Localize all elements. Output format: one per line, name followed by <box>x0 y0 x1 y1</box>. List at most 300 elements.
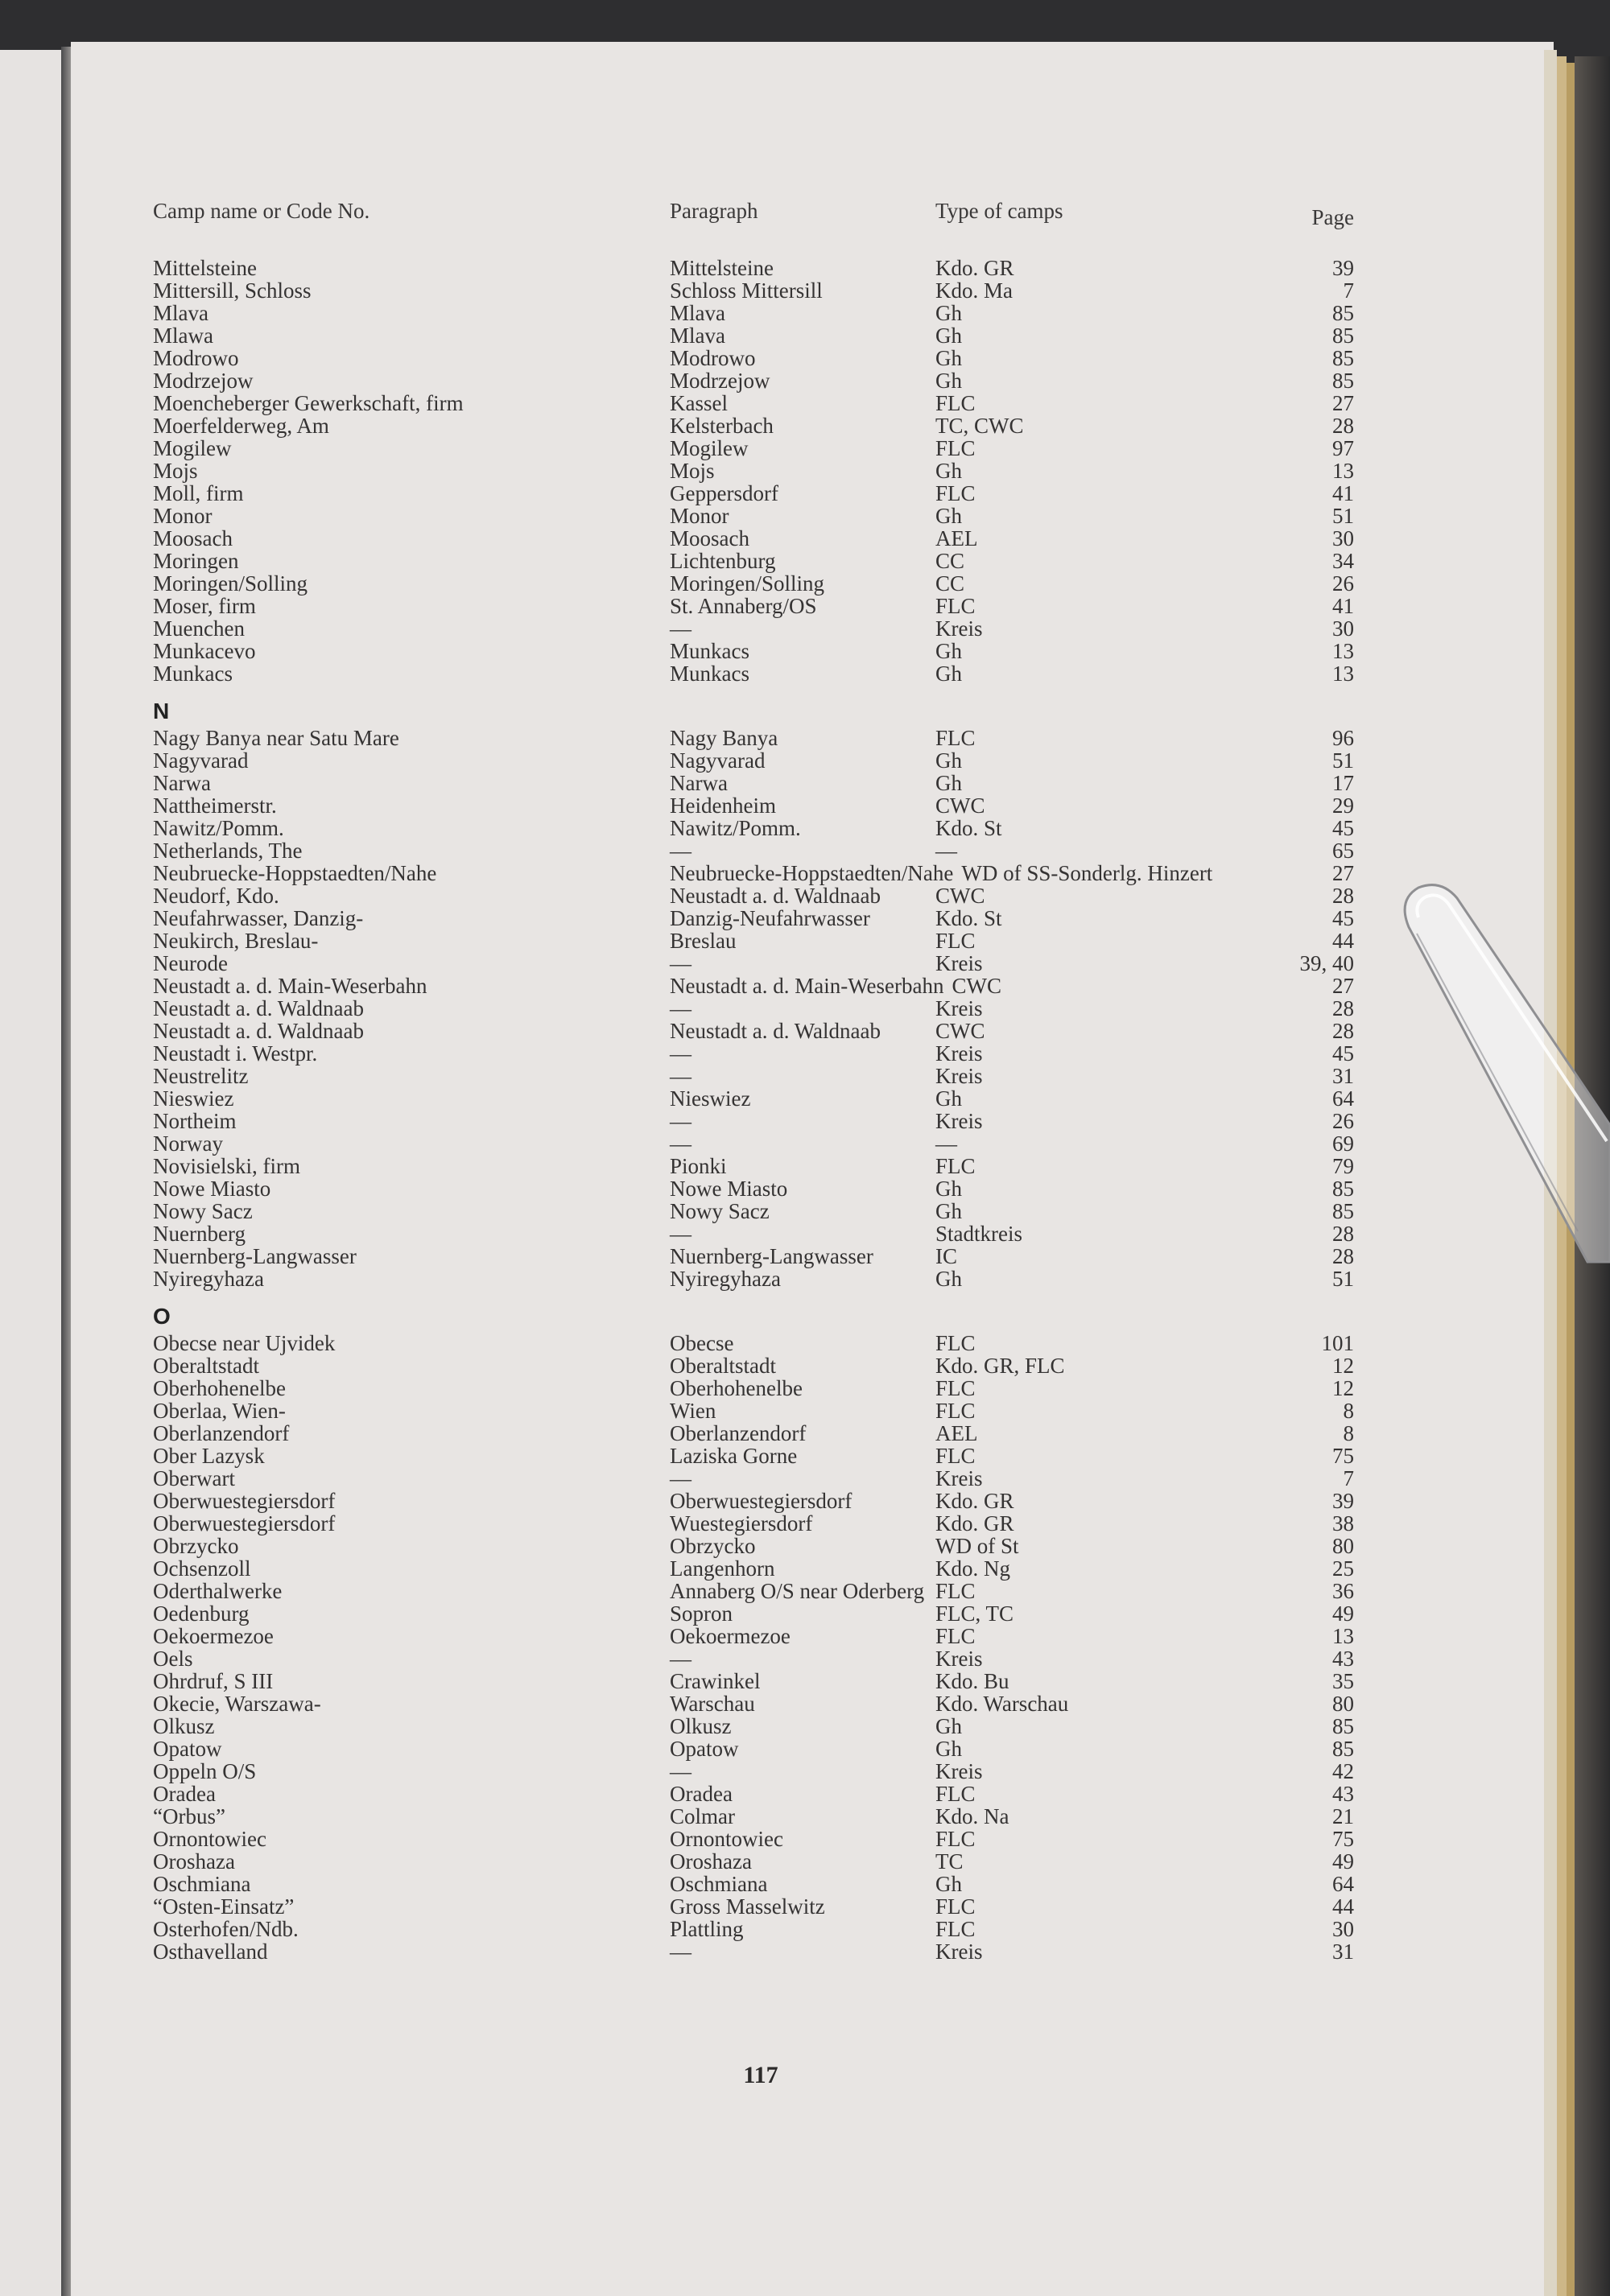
paragraph-cell: Oberwuestegiersdorf <box>670 1489 852 1513</box>
page-ref-cell: 17 <box>1332 771 1354 795</box>
paragraph-cell: Schloss Mittersill <box>670 278 823 303</box>
paragraph-cell: Monor <box>670 504 729 528</box>
camp-name-cell: Osthavelland <box>153 1939 268 1964</box>
paragraph-cell: Langenhorn <box>670 1556 775 1581</box>
column-header-camp: Camp name or Code No. <box>153 199 370 223</box>
table-row <box>153 975 1354 997</box>
camp-type-cell: Gh <box>935 1267 962 1291</box>
camp-name-cell: Olkusz <box>153 1714 215 1738</box>
page-ref-cell: 96 <box>1332 726 1354 750</box>
paragraph-cell: — <box>670 616 691 641</box>
camp-type-cell: Gh <box>935 1086 962 1111</box>
camp-type-cell: Gh <box>935 301 962 325</box>
paragraph-cell: Gross Masselwitz <box>670 1894 825 1919</box>
table-row <box>153 727 1354 749</box>
table-row <box>153 1065 1354 1087</box>
table-row <box>153 414 1354 437</box>
paragraph-cell: — <box>670 1041 691 1066</box>
camp-type-cell: AEL <box>935 1421 978 1445</box>
camp-name-cell: Ober Lazysk <box>153 1444 265 1468</box>
camp-name-cell: “Orbus” <box>153 1804 225 1828</box>
camp-name-cell: Okecie, Warszawa- <box>153 1692 321 1716</box>
paragraph-cell: Nieswiez <box>670 1086 751 1111</box>
page-ref-cell: 27 <box>1332 391 1354 415</box>
table-row <box>153 1332 1354 1354</box>
camp-type-cell: TC, CWC <box>935 414 1024 438</box>
camp-name-cell: Nagyvarad <box>153 748 249 773</box>
camp-name-cell: Modrowo <box>153 346 239 370</box>
paragraph-cell: Munkacs <box>670 662 749 686</box>
table-row <box>153 1873 1354 1895</box>
camp-name-cell: Mittelsteine <box>153 256 257 280</box>
camp-type-cell: Gh <box>935 324 962 348</box>
camp-type-cell: Kdo. Na <box>935 1804 1009 1828</box>
camp-type-cell: FLC <box>935 1376 976 1400</box>
camp-name-cell: Narwa <box>153 771 211 795</box>
camp-type-cell: FLC <box>935 1827 976 1851</box>
page-ref-cell: 51 <box>1332 748 1354 773</box>
camp-name-cell: Ohrdruf, S III <box>153 1669 274 1693</box>
paragraph-cell: Danzig-Neufahrwasser <box>670 906 870 930</box>
table-row <box>153 1245 1354 1268</box>
table-row <box>153 1602 1354 1625</box>
camp-type-cell: Gh <box>935 1737 962 1761</box>
paragraph-cell: — <box>670 1647 691 1671</box>
camp-type-cell: FLC <box>935 1579 976 1603</box>
column-header-type: Type of camps <box>935 199 1063 223</box>
camp-name-cell: Oroshaza <box>153 1849 235 1873</box>
page-ref-cell: 44 <box>1332 929 1354 953</box>
paragraph-cell: Neubruecke-Hoppstaedten/Nahe <box>670 861 954 885</box>
camp-type-cell: Gh <box>935 639 962 663</box>
camp-type-cell: Kreis <box>935 1939 983 1964</box>
camp-type-cell: Kreis <box>935 1064 983 1088</box>
page-ref-cell: 69 <box>1332 1132 1354 1156</box>
paragraph-cell: Oberhohenelbe <box>670 1376 803 1400</box>
page-ref-cell: 38 <box>1332 1511 1354 1535</box>
camp-name-cell: Oekoermezoe <box>153 1624 274 1648</box>
page-ref-cell: 51 <box>1332 1267 1354 1291</box>
paragraph-cell: Heidenheim <box>670 794 776 818</box>
camp-name-cell: Nowe Miasto <box>153 1177 271 1201</box>
page-ref-cell: 80 <box>1332 1534 1354 1558</box>
camp-name-cell: Neudorf, Kdo. <box>153 884 279 908</box>
camp-type-cell: Gh <box>935 748 962 773</box>
table-row <box>153 1783 1354 1805</box>
page-edge-layer <box>1557 56 1567 2296</box>
page-ref-cell: 13 <box>1332 662 1354 686</box>
camp-name-cell: Nuernberg-Langwasser <box>153 1244 357 1268</box>
camp-name-cell: Oberhohenelbe <box>153 1376 286 1400</box>
paragraph-cell: Kassel <box>670 391 728 415</box>
table-row <box>153 550 1354 572</box>
table-row <box>153 302 1354 324</box>
camp-name-cell: Nawitz/Pomm. <box>153 816 284 840</box>
camp-name-cell: Oedenburg <box>153 1601 250 1626</box>
table-row <box>153 1940 1354 1963</box>
camp-type-cell: FLC <box>935 929 976 953</box>
table-row <box>153 1087 1354 1110</box>
paragraph-cell: Annaberg O/S near Oderberg <box>670 1579 925 1603</box>
camp-name-cell: Oels <box>153 1647 193 1671</box>
paragraph-cell: Nowe Miasto <box>670 1177 788 1201</box>
paragraph-cell: Plattling <box>670 1917 744 1941</box>
camp-type-cell: FLC <box>935 726 976 750</box>
camp-name-cell: Moll, firm <box>153 481 244 505</box>
page-ref-cell: 64 <box>1332 1086 1354 1111</box>
page-ref-cell: 28 <box>1332 884 1354 908</box>
camp-name-cell: Moencheberger Gewerkschaft, firm <box>153 391 464 415</box>
table-row <box>153 1422 1354 1445</box>
paragraph-cell: Oekoermezoe <box>670 1624 791 1648</box>
camp-type-cell: Gh <box>935 1177 962 1201</box>
paragraph-cell: Geppersdorf <box>670 481 778 505</box>
paragraph-cell: Nuernberg-Langwasser <box>670 1244 873 1268</box>
table-row <box>153 884 1354 907</box>
paragraph-cell: Oschmiana <box>670 1872 768 1896</box>
table-row <box>153 772 1354 794</box>
camp-name-cell: Mlawa <box>153 324 213 348</box>
camp-name-cell: Netherlands, The <box>153 839 303 863</box>
page-edge-shadow <box>1575 56 1610 2296</box>
camp-type-cell: CWC <box>935 1019 985 1043</box>
section-letter-n: N <box>153 699 170 723</box>
page-ref-cell: 7 <box>1343 1466 1354 1490</box>
camp-type-cell: Kdo. St <box>935 816 1002 840</box>
camp-type-cell: FLC, TC <box>935 1601 1014 1626</box>
table-row <box>153 1042 1354 1065</box>
camp-type-cell: Gh <box>935 369 962 393</box>
page-ref-cell: 49 <box>1332 1849 1354 1873</box>
table-row <box>153 952 1354 975</box>
camp-type-cell: CC <box>935 571 965 596</box>
camp-type-cell: FLC <box>935 1399 976 1423</box>
page-ref-cell: 85 <box>1332 301 1354 325</box>
paragraph-cell: Lichtenburg <box>670 549 776 573</box>
camp-name-cell: Oberlaa, Wien- <box>153 1399 286 1423</box>
paragraph-cell: Nawitz/Pomm. <box>670 816 801 840</box>
page-ref-cell: 12 <box>1332 1354 1354 1378</box>
camp-type-cell: Stadtkreis <box>935 1222 1022 1246</box>
paragraph-cell: Mlava <box>670 301 725 325</box>
paragraph-cell: Nyiregyhaza <box>670 1267 781 1291</box>
camp-name-cell: Nuernberg <box>153 1222 246 1246</box>
camp-type-cell: Kreis <box>935 996 983 1020</box>
camp-type-cell: FLC <box>935 481 976 505</box>
page-ref-cell: 31 <box>1332 1064 1354 1088</box>
paragraph-cell: Oberlanzendorf <box>670 1421 807 1445</box>
camp-type-cell: Kreis <box>935 1109 983 1133</box>
paragraph-cell: Breslau <box>670 929 737 953</box>
paragraph-cell: Sopron <box>670 1601 733 1626</box>
page-ref-cell: 42 <box>1332 1759 1354 1783</box>
page-ref-cell: 25 <box>1332 1556 1354 1581</box>
camp-type-cell: IC <box>935 1244 957 1268</box>
camp-type-cell: Kdo. GR <box>935 1511 1014 1535</box>
camp-type-cell: Gh <box>935 1714 962 1738</box>
page-ref-cell: 29 <box>1332 794 1354 818</box>
table-row <box>153 662 1354 685</box>
page-ref-cell: 28 <box>1332 1019 1354 1043</box>
page-ref-cell: 8 <box>1343 1399 1354 1423</box>
paragraph-cell: Laziska Gorne <box>670 1444 798 1468</box>
page-edge-layer <box>1567 63 1575 2296</box>
table-row <box>153 1155 1354 1177</box>
table-row <box>153 257 1354 279</box>
column-header-page: Page <box>1311 205 1354 229</box>
paragraph-cell: St. Annaberg/OS <box>670 594 817 618</box>
page-number: 117 <box>743 2062 778 2088</box>
paragraph-cell: Mlava <box>670 324 725 348</box>
camp-type-cell: FLC <box>935 1782 976 1806</box>
column-header-row <box>153 199 1354 229</box>
paragraph-cell: Nowy Sacz <box>670 1199 770 1223</box>
table-row <box>153 1737 1354 1760</box>
camp-type-cell: Gh <box>935 459 962 483</box>
table-row <box>153 1020 1354 1042</box>
camp-name-cell: Neurode <box>153 951 228 975</box>
paragraph-cell: Olkusz <box>670 1714 732 1738</box>
paragraph-cell: Modrzejow <box>670 369 770 393</box>
camp-name-cell: Oberwart <box>153 1466 235 1490</box>
paragraph-cell: Mogilew <box>670 436 749 460</box>
page-ref-cell: 28 <box>1332 414 1354 438</box>
camp-type-cell: FLC <box>935 391 976 415</box>
camp-name-cell: Mlava <box>153 301 208 325</box>
page-ref-cell: 13 <box>1332 459 1354 483</box>
camp-type-cell: Gh <box>935 662 962 686</box>
camp-type-cell: Gh <box>935 771 962 795</box>
page-ref-cell: 75 <box>1332 1827 1354 1851</box>
paragraph-cell: — <box>670 1939 691 1964</box>
page-ref-cell: 41 <box>1332 481 1354 505</box>
page-ref-cell: 101 <box>1321 1331 1354 1355</box>
page-ref-cell: 45 <box>1332 816 1354 840</box>
page-ref-cell: 8 <box>1343 1421 1354 1445</box>
paragraph-cell: Wuestegiersdorf <box>670 1511 813 1535</box>
paragraph-cell: Narwa <box>670 771 728 795</box>
camp-name-cell: Neustadt a. d. Waldnaab <box>153 1019 364 1043</box>
table-row <box>153 749 1354 772</box>
camp-name-cell: Munkacs <box>153 662 233 686</box>
paragraph-cell: Neustadt a. d. Main-Weserbahn <box>670 974 944 998</box>
camp-name-cell: Nattheimerstr. <box>153 794 277 818</box>
camp-type-cell: Gh <box>935 346 962 370</box>
table-row <box>153 572 1354 595</box>
table-row <box>153 1399 1354 1422</box>
table-row <box>153 862 1354 884</box>
page-ref-cell: 85 <box>1332 1714 1354 1738</box>
page-ref-cell: 39 <box>1332 256 1354 280</box>
paragraph-cell: Pionki <box>670 1154 727 1178</box>
camp-type-cell: FLC <box>935 436 976 460</box>
page-ref-cell: 13 <box>1332 1624 1354 1648</box>
table-row <box>153 1177 1354 1200</box>
paragraph-cell: — <box>670 1064 691 1088</box>
page-ref-cell: 39 <box>1332 1489 1354 1513</box>
table-row <box>153 1805 1354 1828</box>
paragraph-cell: Munkacs <box>670 639 749 663</box>
camp-name-cell: Oschmiana <box>153 1872 251 1896</box>
section-letter-o: O <box>153 1304 171 1329</box>
camp-name-cell: Mittersill, Schloss <box>153 278 312 303</box>
page-ref-cell: 31 <box>1332 1939 1354 1964</box>
paragraph-cell: — <box>670 1759 691 1783</box>
camp-name-cell: Munkacevo <box>153 639 256 663</box>
table-row <box>153 1467 1354 1490</box>
camp-name-cell: Muenchen <box>153 616 245 641</box>
page-ref-cell: 79 <box>1332 1154 1354 1178</box>
camp-name-cell: Mojs <box>153 459 198 483</box>
camp-name-cell: Neufahrwasser, Danzig- <box>153 906 364 930</box>
paragraph-cell: Colmar <box>670 1804 735 1828</box>
camp-type-cell: Kreis <box>935 1041 983 1066</box>
camp-name-cell: Obecse near Ujvidek <box>153 1331 336 1355</box>
camp-type-cell: — <box>935 839 957 863</box>
camp-type-cell: Kreis <box>935 951 983 975</box>
page-ref-cell: 30 <box>1332 616 1354 641</box>
paragraph-cell: — <box>670 996 691 1020</box>
camp-type-cell: FLC <box>935 1154 976 1178</box>
camp-type-cell: Kdo. Ng <box>935 1556 1010 1581</box>
table-row <box>153 1760 1354 1783</box>
camp-name-cell: Norway <box>153 1132 223 1156</box>
table-row <box>153 930 1354 952</box>
page-ref-cell: 34 <box>1332 549 1354 573</box>
paragraph-cell: Wien <box>670 1399 716 1423</box>
camp-name-cell: Monor <box>153 504 213 528</box>
page-ref-cell: 30 <box>1332 1917 1354 1941</box>
camp-name-cell: Neukirch, Breslau- <box>153 929 319 953</box>
table-row <box>153 1222 1354 1245</box>
paragraph-cell: Warschau <box>670 1692 755 1716</box>
camp-type-cell: Gh <box>935 504 962 528</box>
table-row <box>153 1354 1354 1377</box>
camp-type-cell: FLC <box>935 1917 976 1941</box>
page-ref-cell: 75 <box>1332 1444 1354 1468</box>
page-ref-cell: 41 <box>1332 594 1354 618</box>
page-ref-cell: 28 <box>1332 1244 1354 1268</box>
table-row <box>153 1490 1354 1512</box>
table-row <box>153 640 1354 662</box>
paragraph-cell: Oberaltstadt <box>670 1354 776 1378</box>
table-row <box>153 1557 1354 1580</box>
paragraph-cell: Nagyvarad <box>670 748 766 773</box>
camp-name-cell: Neustadt i. Westpr. <box>153 1041 318 1066</box>
camp-type-cell: Kreis <box>935 616 983 641</box>
page-ref-cell: 97 <box>1332 436 1354 460</box>
page-ref-cell: 21 <box>1332 1804 1354 1828</box>
table-row <box>153 794 1354 817</box>
camp-name-cell: Oberwuestegiersdorf <box>153 1511 336 1535</box>
camp-name-cell: Nowy Sacz <box>153 1199 253 1223</box>
camp-name-cell: Moringen <box>153 549 239 573</box>
table-row <box>153 1445 1354 1467</box>
page-ref-cell: 36 <box>1332 1579 1354 1603</box>
camp-type-cell: CWC <box>935 794 985 818</box>
paragraph-cell: Modrowo <box>670 346 756 370</box>
table-row <box>153 1377 1354 1399</box>
camp-name-cell: Neubruecke-Hoppstaedten/Nahe <box>153 861 437 885</box>
paragraph-cell: Oroshaza <box>670 1849 752 1873</box>
camp-name-cell: Osterhofen/Ndb. <box>153 1917 299 1941</box>
camp-name-cell: Nyiregyhaza <box>153 1267 264 1291</box>
page-ref-cell: 85 <box>1332 1199 1354 1223</box>
table-row <box>153 1200 1354 1222</box>
camp-name-cell: Nagy Banya near Satu Mare <box>153 726 399 750</box>
table-row <box>153 1692 1354 1715</box>
camp-type-cell: Kdo. Bu <box>935 1669 1009 1693</box>
table-row <box>153 1535 1354 1557</box>
camp-name-cell: Oppeln O/S <box>153 1759 257 1783</box>
page-ref-cell: 13 <box>1332 639 1354 663</box>
page-ref-cell: 39, 40 <box>1299 951 1354 975</box>
paragraph-cell: Opatow <box>670 1737 739 1761</box>
paragraph-cell: Obrzycko <box>670 1534 756 1558</box>
paragraph-cell: Moosach <box>670 526 749 550</box>
page-ref-cell: 51 <box>1332 504 1354 528</box>
paragraph-cell: Obecse <box>670 1331 734 1355</box>
page-ref-cell: 7 <box>1343 278 1354 303</box>
camp-name-cell: Oberlanzendorf <box>153 1421 290 1445</box>
page-ref-cell: 49 <box>1332 1601 1354 1626</box>
camp-name-cell: Obrzycko <box>153 1534 239 1558</box>
paragraph-cell: Ornontowiec <box>670 1827 783 1851</box>
page-ref-cell: 44 <box>1332 1894 1354 1919</box>
camp-name-cell: Modrzejow <box>153 369 254 393</box>
table-row <box>153 392 1354 414</box>
camp-name-cell: Moser, firm <box>153 594 256 618</box>
paragraph-cell: — <box>670 1466 691 1490</box>
page-ref-cell: 27 <box>1332 861 1354 885</box>
page-ref-cell: 85 <box>1332 369 1354 393</box>
camp-name-cell: Oberaltstadt <box>153 1354 259 1378</box>
camp-type-cell: Kdo. St <box>935 906 1002 930</box>
camp-name-cell: Northeim <box>153 1109 237 1133</box>
camp-type-cell: FLC <box>935 1444 976 1468</box>
camp-name-cell: Moringen/Solling <box>153 571 308 596</box>
page-ref-cell: 85 <box>1332 324 1354 348</box>
page-ref-cell: 45 <box>1332 906 1354 930</box>
table-row <box>153 1647 1354 1670</box>
camp-type-cell: FLC <box>935 594 976 618</box>
camp-type-cell: FLC <box>935 1894 976 1919</box>
page-ref-cell: 27 <box>1332 974 1354 998</box>
table-row <box>153 1918 1354 1940</box>
page-ref-cell: 80 <box>1332 1692 1354 1716</box>
camp-type-cell: Gh <box>935 1199 962 1223</box>
page-ref-cell: 65 <box>1332 839 1354 863</box>
camp-name-cell: Nieswiez <box>153 1086 234 1111</box>
camp-type-cell: AEL <box>935 526 978 550</box>
table-row <box>153 907 1354 930</box>
camp-name-cell: Oderthalwerke <box>153 1579 283 1603</box>
page-ref-cell: 30 <box>1332 526 1354 550</box>
table-row <box>153 347 1354 369</box>
table-row <box>153 324 1354 347</box>
paragraph-cell: Moringen/Solling <box>670 571 825 596</box>
camp-type-cell: Kdo. GR, FLC <box>935 1354 1065 1378</box>
table-row <box>153 460 1354 482</box>
camp-type-cell: CWC <box>952 974 1001 998</box>
table-row <box>153 1268 1354 1290</box>
camp-index-listing <box>153 257 1354 1963</box>
camp-type-cell: Gh <box>935 1872 962 1896</box>
table-row <box>153 839 1354 862</box>
camp-name-cell: Ornontowiec <box>153 1827 266 1851</box>
table-row <box>153 1512 1354 1535</box>
table-row <box>153 1895 1354 1918</box>
